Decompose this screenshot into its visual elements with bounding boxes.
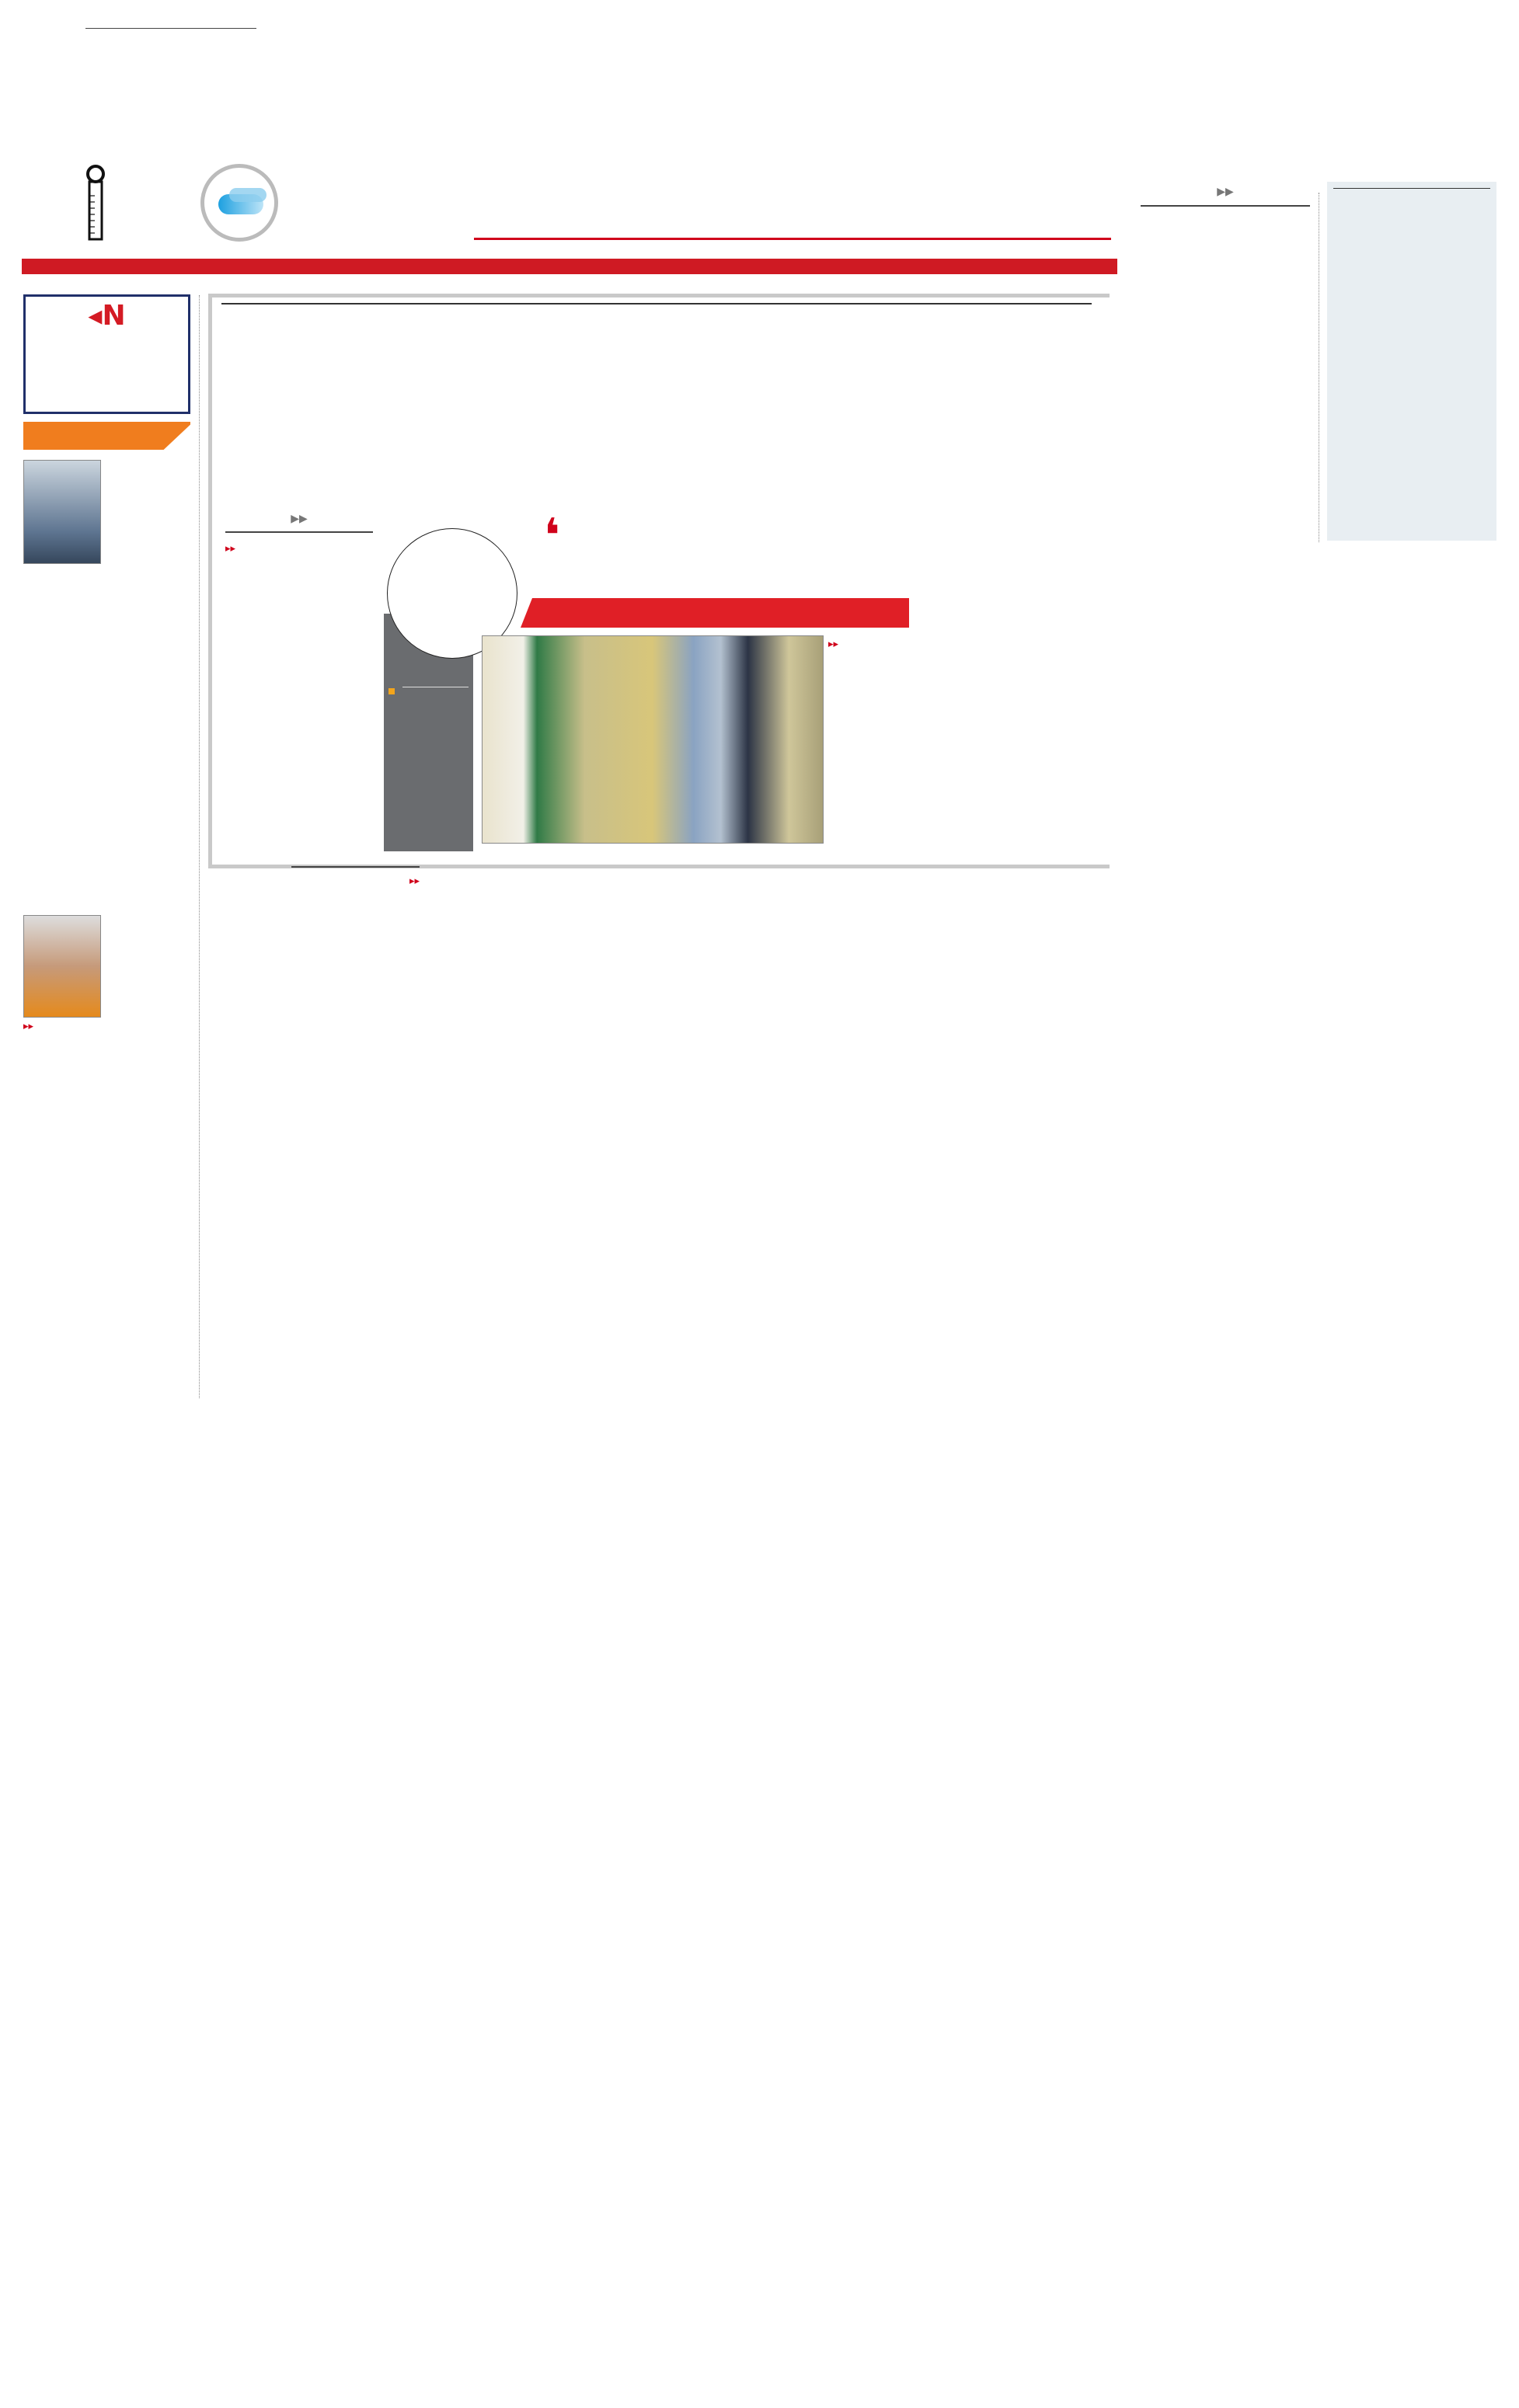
cloud-icon (200, 164, 278, 242)
lead-body-col (225, 513, 373, 559)
inh-logo: ◂N (88, 300, 126, 332)
continue-arrow-icon: ▸▸ (225, 543, 236, 555)
quote-mark-icon: ❛ (544, 509, 560, 563)
brief-badoli (23, 913, 190, 1036)
sidebar-box (1327, 182, 1496, 541)
modi-putin-photo (482, 635, 824, 844)
section-label-brief (23, 422, 190, 450)
edition-info (85, 23, 256, 33)
weather-box (84, 162, 286, 243)
gambhir-photo (23, 460, 101, 564)
byline (1141, 183, 1310, 207)
forward-arrow-icon: ▶▶ (1217, 186, 1234, 198)
edition-city (85, 23, 256, 29)
thermometer-icon (85, 165, 106, 241)
sub-story-1 (291, 866, 420, 890)
red-banner (521, 598, 909, 628)
forward-arrow-icon: ▶▶ (291, 513, 308, 525)
channel-ad[interactable] (23, 294, 190, 414)
continue-arrow-icon: ▸▸ (409, 875, 420, 887)
top-right-body-col (1141, 183, 1310, 213)
continue-arrow-icon: ▸▸ (23, 1021, 34, 1032)
masthead-rule (474, 238, 1111, 240)
continue-arrow-icon: ▸▸ (828, 639, 839, 650)
photo-side-text (828, 635, 932, 654)
lead-kicker (221, 303, 1092, 304)
byline (225, 513, 373, 533)
website-bar (22, 259, 1117, 274)
brief-gambhir (23, 457, 190, 564)
bullet-icon (388, 688, 395, 694)
column-divider (199, 295, 200, 1398)
masthead (0, 0, 1519, 272)
badoli-photo (23, 915, 101, 1018)
sidebar-title (1333, 186, 1490, 189)
sub-story-title[interactable] (291, 866, 420, 868)
